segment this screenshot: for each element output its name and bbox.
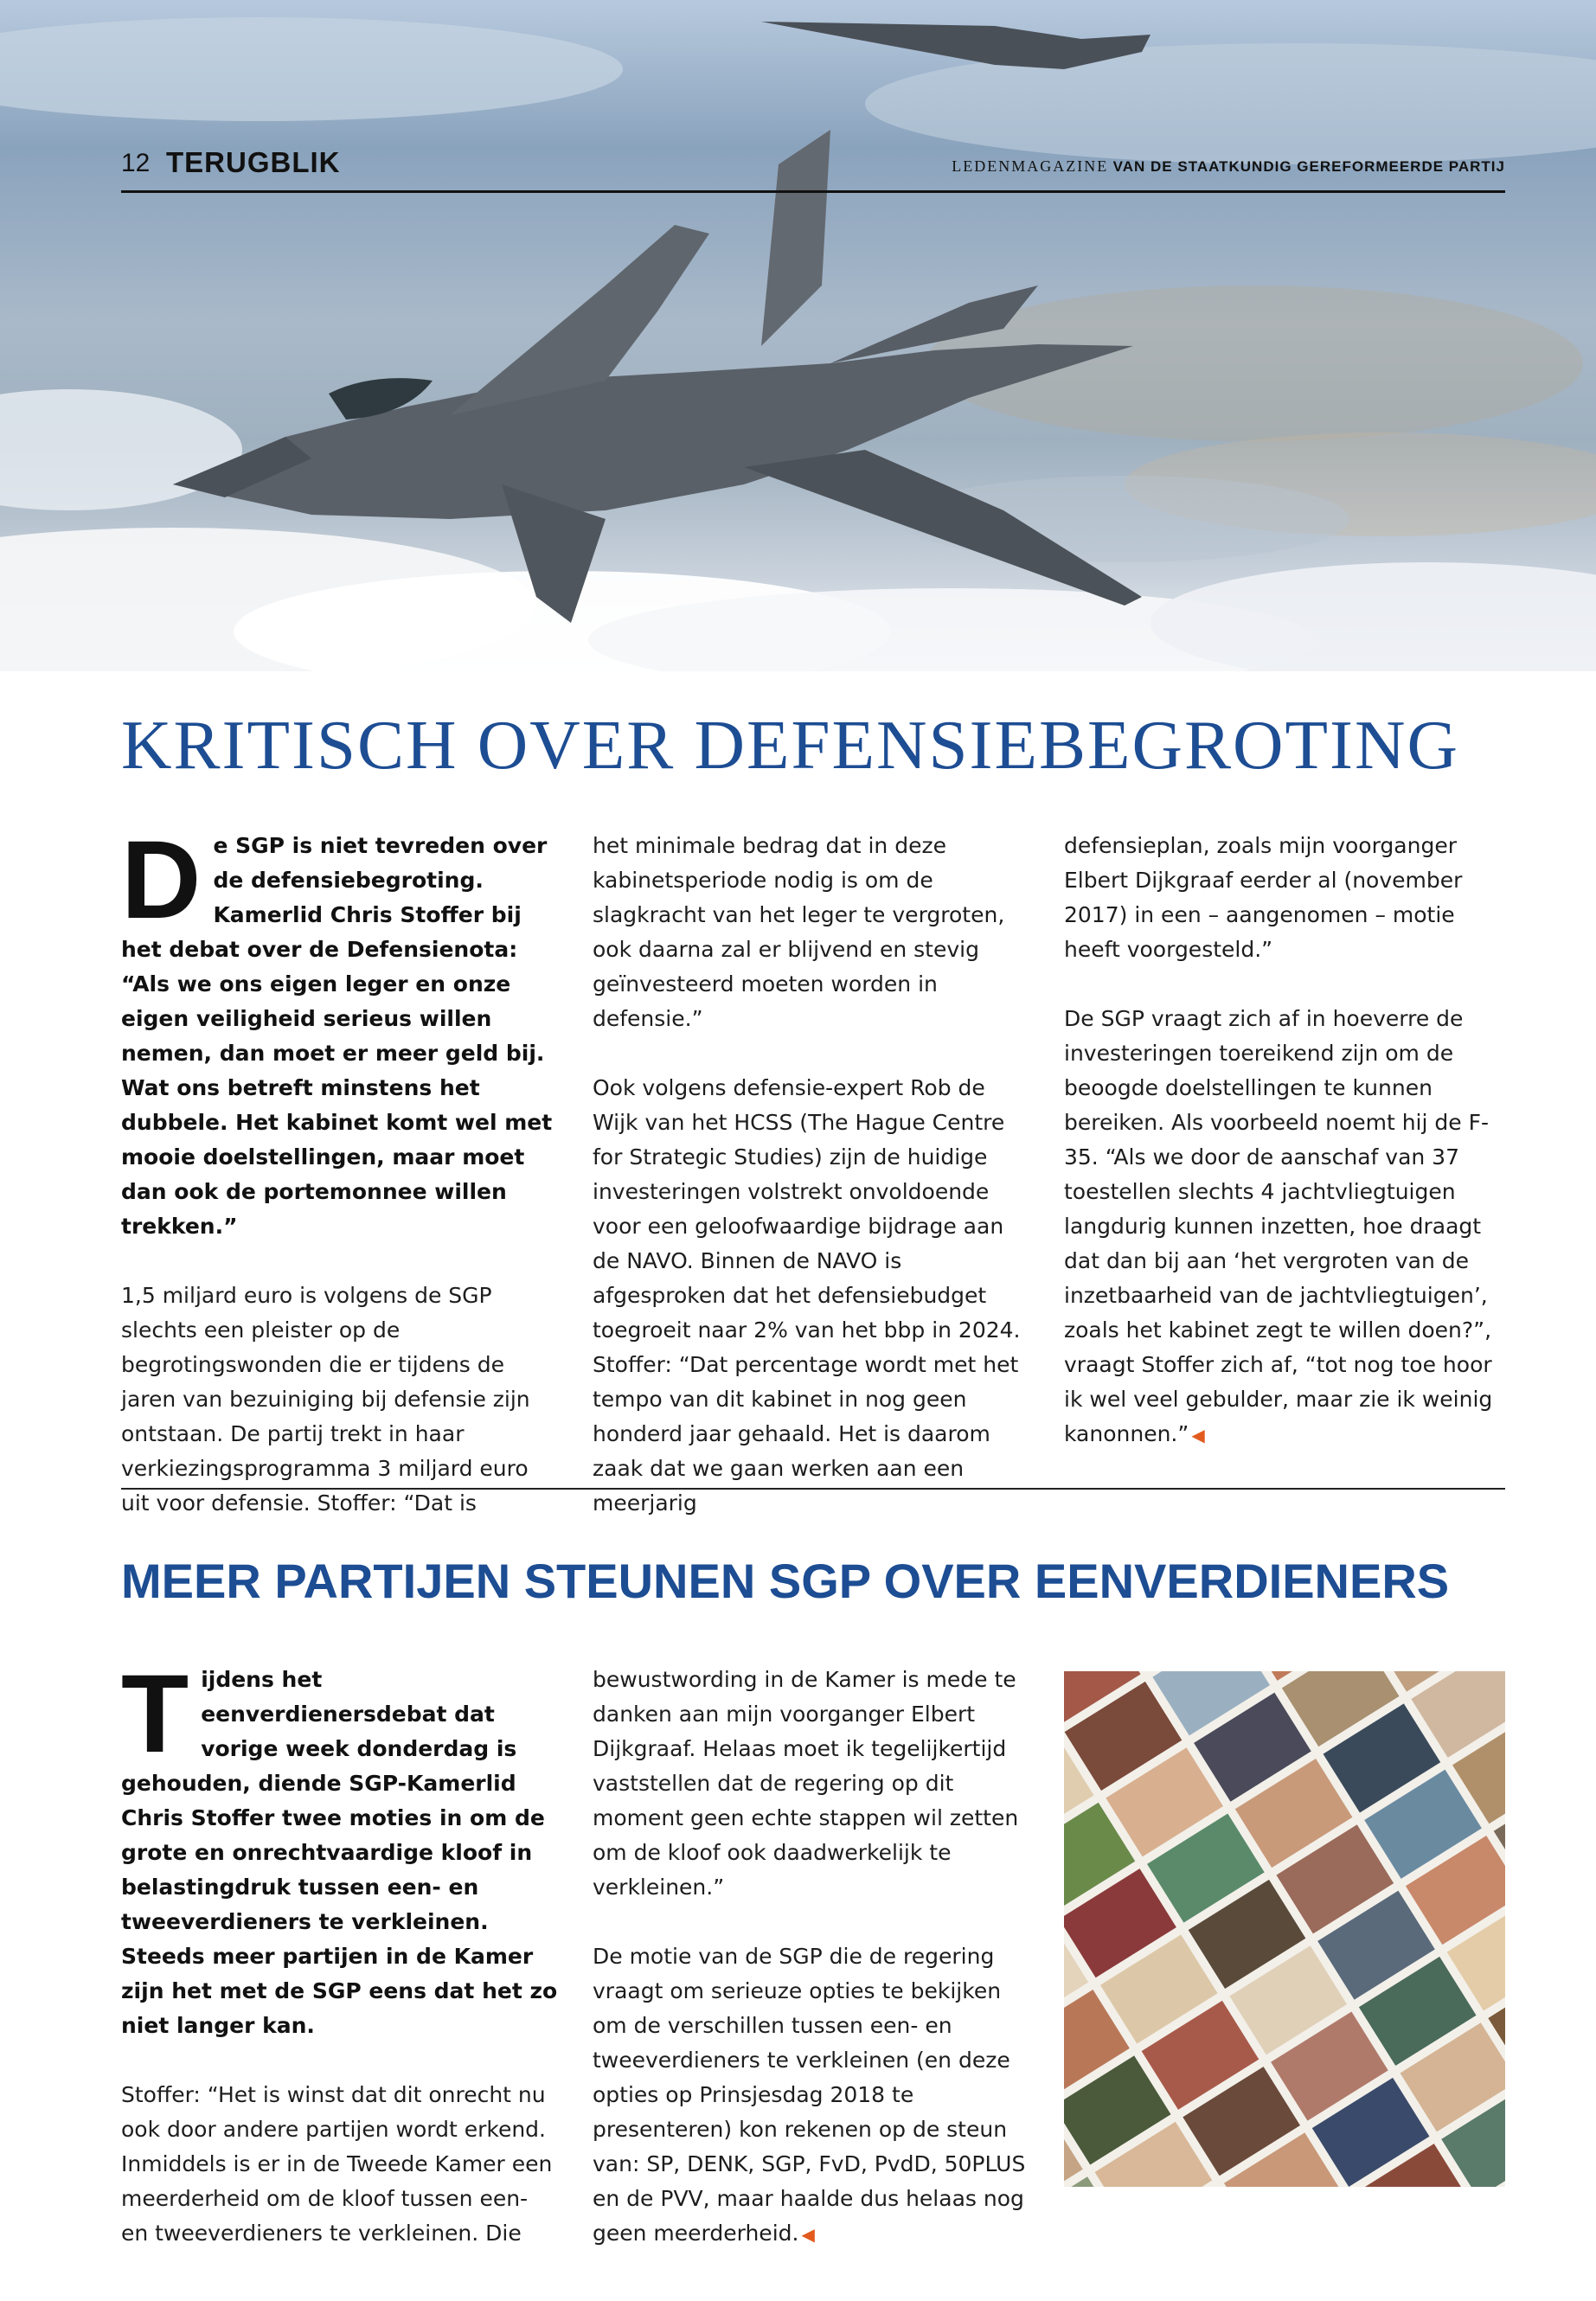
magazine-party: VAN DE STAATKUNDIG GEREFORMEERDE PARTIJ — [1112, 158, 1505, 175]
article2-column-1 — [121, 1652, 558, 2285]
family-photo-collage — [1064, 1671, 1505, 2187]
section-label: TERUGBLIK — [166, 146, 341, 178]
article1-col1-paragraph-2: 1,5 miljard euro is volgens de SGP slechts een pleister op de begrotingswonden die er tijdens de jaren van bezuiniging bij defensie zijn ontstaan. De partij trekt in haar verkiezingsprogramma 3 miljard euro uit voor defensie. Stoffer: “Dat is — [121, 1283, 530, 1516]
article-end-icon: ◀ — [1191, 1425, 1205, 1445]
article2-col2-paragraph-1: bewustwording in de Kamer is mede te danken aan mijn voorganger Elbert Dijkgraaf. Helaas moet ik tegelijkertijd vaststellen dat de regering op dit moment geen echte stappen wil zetten om de kloof ook daadwerkelijk te verkleinen.” — [593, 1667, 1019, 1900]
magazine-prefix: LEDENMAGAZINE — [952, 157, 1109, 175]
article1-col2-paragraph-2: Ook volgens defensie-expert Rob de Wijk van het HCSS (The Hague Centre for Strategic Studies) zijn de huidige investeringen volstrekt onvoldoende voor een geloofwaardige bijdrage aan de NAVO. Binnen de NAVO is afgesproken dat het defensiebudget toegroeit naar 2% van het bbp in 2024. Stoffer: “Dat percentage wordt met het tempo van dit kabinet in nog geen honderd jaar gehaald. Het is daarom zaak dat we gaan werken aan een meerjarig — [593, 1075, 1021, 1516]
photo-collage-image — [1064, 1671, 1505, 2187]
article2-column-2 — [593, 1663, 1034, 2286]
article2-dropcap: T — [121, 1652, 189, 1776]
article2-lead-paragraph — [121, 1652, 558, 2043]
article-end-icon: ◀ — [801, 2224, 815, 2245]
magazine-label — [952, 157, 1505, 176]
article1-col3-paragraph-2-text: De SGP vraagt zich af in hoeverre de investeringen toereikend zijn om de beoogde doelstellingen te kunnen bereiken. Als voorbeeld noemt hij de F-35. “Als we door de aanschaf van 37 toestellen slechts 4 jachtvliegtuigen langdurig kunnen inzetten, hoe draagt dat dan bij aan ‘het vergroten van de inzetbaarheid van de jachtvliegtuigen’, zoals het kabinet zegt te willen doen?”, vraagt Stoffer zich af, “tot nog toe hoor ik wel veel gebulder, maar zie ik weinig kanonnen.” — [1064, 1006, 1493, 1446]
article1-title: KRITISCH OVER DEFENSIEBEGROTING — [121, 706, 1459, 784]
article1-column-1 — [121, 818, 558, 1555]
article1-lead: e SGP is niet tevreden over de defensiebegroting. Kamerlid Chris Stoffer bij het debat over de Defensienota: “Als we ons eigen leger en onze eigen veiligheid serieus willen nemen, dan moet er meer geld bij. Wat ons betreft minstens het dubbele. Het kabinet komt wel met mooie doelstellingen, maar moet dan ook de portemonnee willen trekken.” — [121, 833, 553, 1239]
page-number: 12 — [121, 149, 151, 177]
article2-col1-paragraph-2: Stoffer: “Het is winst dat dit onrecht nu ook door andere partijen wordt erkend. Inmiddels is er in de Tweede Kamer een meerderheid om de kloof tussen een- en tweeverdieners te verkleinen. Die — [121, 2082, 553, 2246]
article1-dropcap: D — [121, 818, 202, 942]
article1-col2-paragraph-1: het minimale bedrag dat in deze kabinetsperiode nodig is om de slagkracht van het leger te vergroten, ook daarna zal er blijvend en stevig geïnvesteerd moeten worden in defensie.” — [593, 833, 1005, 1031]
hero-photo-fighter-jets — [0, 0, 1596, 671]
fighter-jet-illustration — [0, 0, 1596, 671]
article-divider — [121, 1488, 1505, 1490]
page-header — [121, 145, 1505, 193]
article1-col3-paragraph-2 — [1064, 1002, 1505, 1452]
article1-column-3 — [1064, 829, 1505, 1487]
article1-lead-paragraph — [121, 818, 558, 1244]
article2-col2-paragraph-2 — [593, 1939, 1034, 2252]
article1-col3-paragraph-1: defensieplan, zoals mijn voorganger Elbert Dijkgraaf eerder al (november 2017) in een – aangenomen – motie heeft voorgesteld.” — [1064, 833, 1463, 962]
article2-lead: ijdens het eenverdienersdebat dat vorige week donderdag is gehouden, diende SGP-Kamerlid Chris Stoffer twee moties in om de grote en onrechtvaardige kloof in belastingdruk tussen een- en tweeverdieners te verkleinen. Steeds meer partijen in de Kamer zijn het met de SGP eens dat het zo niet langer kan. — [121, 1667, 558, 2038]
article2-title: MEER PARTIJEN STEUNEN SGP OVER EENVERDIENERS — [121, 1554, 1450, 1608]
article1-column-2 — [593, 829, 1034, 1555]
article2-col2-paragraph-2-text: De motie van de SGP die de regering vraagt om serieuze opties te bekijken om de verschillen tussen een- en tweeverdieners te verkleinen (en deze opties op Prinsjesdag 2018 te presenteren) kon rekenen op de steun van: SP, DENK, SGP, FvD, PvdD, 50PLUS en de PVV, maar haalde dus helaas nog geen meerderheid. — [593, 1944, 1026, 2246]
